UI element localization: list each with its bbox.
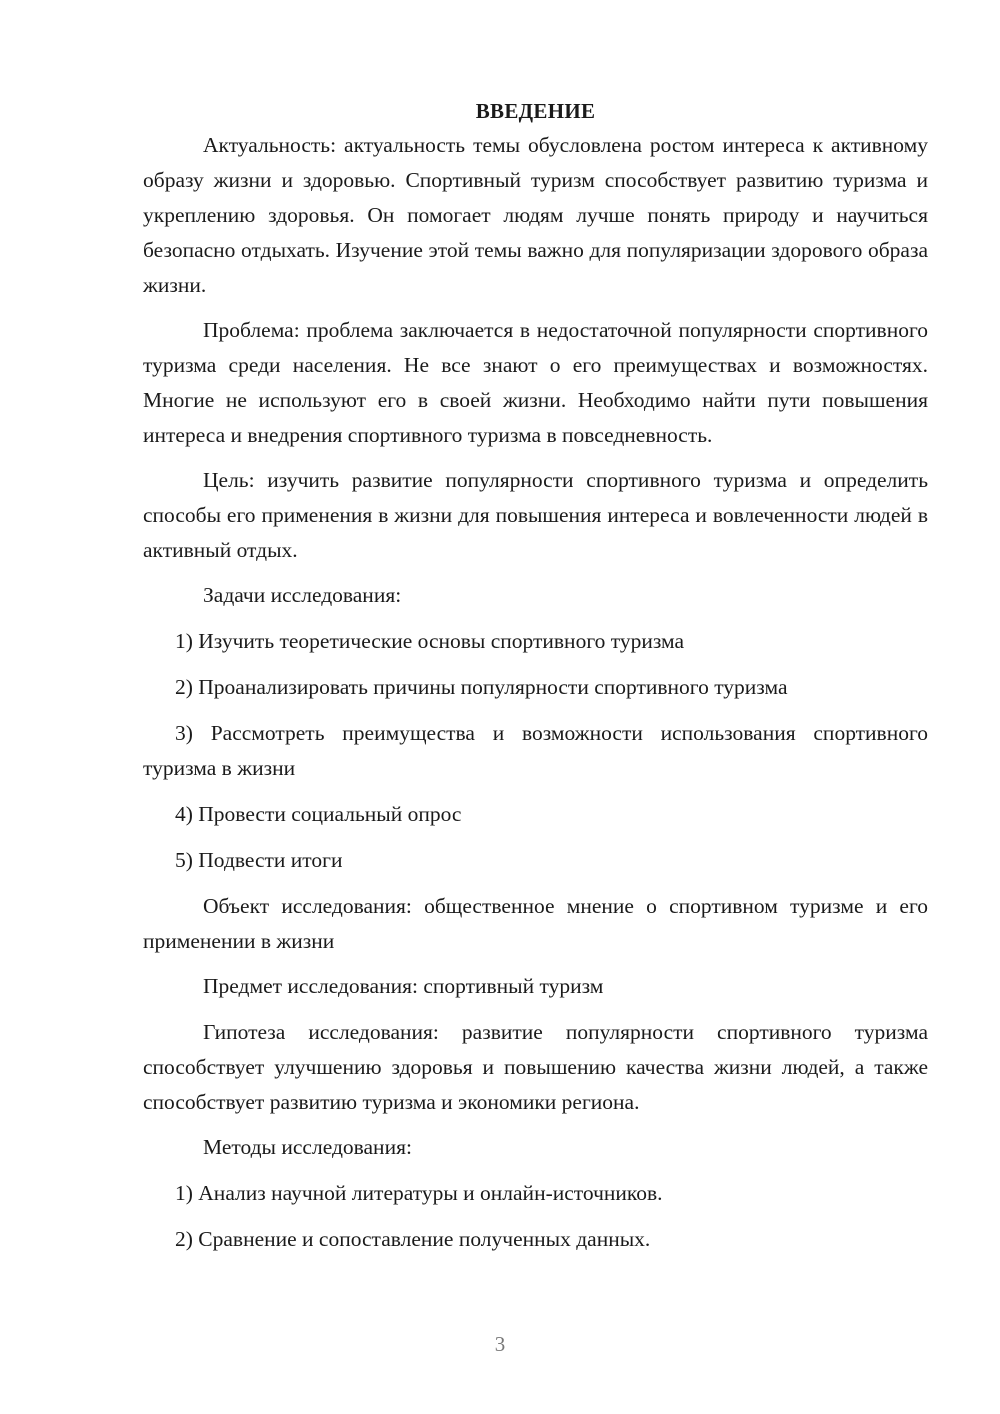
task-item-3: 3) Рассмотреть преимущества и возможности использования спортивного туризма в жизни: [143, 721, 928, 780]
tasks-heading: Задачи исследования:: [203, 583, 402, 607]
task-item-2: 2) Проанализировать причины популярности спортивного туризма: [175, 675, 788, 699]
paragraph-relevance: Актуальность: актуальность темы обусловлена ростом интереса к активному образу жизни и здоровью. Спортивный туризм способствует развитию туризма и укреплению здоровья. Он помогает людям лучше понять природу и научиться безопасно отдыхать. Изучение этой темы важно для популяризации здорового образа жизни.: [143, 133, 928, 297]
task-item-5: 5) Подвести итоги: [175, 848, 343, 872]
page-number: 3: [494, 1332, 506, 1356]
method-item-1: 1) Анализ научной литературы и онлайн-источников.: [175, 1181, 663, 1205]
section-title: ВВЕДЕНИЕ: [475, 99, 596, 123]
method-item-2: 2) Сравнение и сопоставление полученных данных.: [175, 1227, 651, 1251]
document-page: [143, 96, 928, 1268]
paragraph-hypothesis: Гипотеза исследования: развитие популярности спортивного туризма способствует улучшению здоровья и повышению качества жизни людей, а также способствует развитию туризма и экономики региона.: [143, 1020, 928, 1114]
task-item-1: 1) Изучить теоретические основы спортивного туризма: [175, 629, 685, 653]
paragraph-problem: Проблема: проблема заключается в недостаточной популярности спортивного туризма среди населения. Не все знают о его преимуществах и возможностях. Многие не используют его в своей жизни. Необходимо найти пути повышения интереса и внедрения спортивного туризма в повседневность.: [143, 318, 928, 447]
methods-heading: Методы исследования:: [203, 1135, 412, 1159]
task-item-4: 4) Провести социальный опрос: [175, 802, 462, 826]
paragraph-goal: Цель: изучить развитие популярности спортивного туризма и определить способы его применения в жизни для повышения интереса и вовлеченности людей в активный отдых.: [143, 468, 928, 562]
paragraph-object: Объект исследования: общественное мнение о спортивном туризме и его применении в жизни: [143, 894, 928, 953]
paragraph-subject: Предмет исследования: спортивный туризм: [203, 974, 604, 998]
